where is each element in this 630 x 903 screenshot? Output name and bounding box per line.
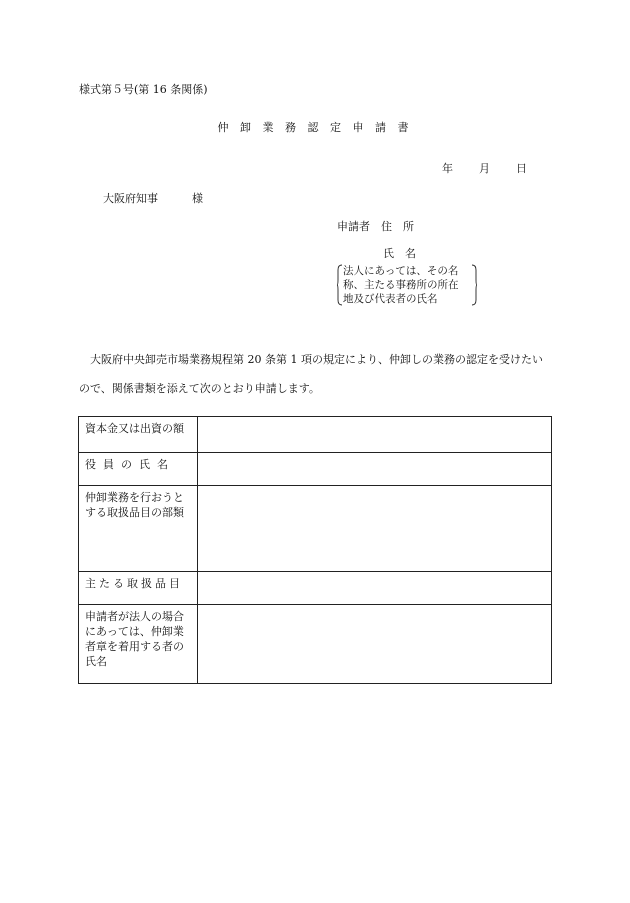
date-year: 年 bbox=[442, 162, 453, 175]
addressee bbox=[103, 190, 203, 206]
row-value-badge-wearers[interactable] bbox=[198, 605, 552, 684]
note-line: 称、主たる事務所の所在 bbox=[343, 279, 459, 291]
row-value-capital[interactable] bbox=[198, 417, 552, 453]
applicant-name-line bbox=[383, 245, 416, 261]
applicant-label: 申請者 bbox=[337, 220, 370, 233]
note-line: 法人にあっては、その名 bbox=[343, 265, 459, 277]
table-row bbox=[79, 572, 552, 605]
note-line: 地及び代表者の氏名 bbox=[343, 293, 438, 305]
row-value-officers[interactable] bbox=[198, 453, 552, 486]
row-label-capital: 資本金又は出資の額 bbox=[79, 417, 198, 453]
row-value-item-category[interactable] bbox=[198, 486, 552, 572]
addressee-honorific: 様 bbox=[192, 192, 203, 205]
date-day: 日 bbox=[516, 162, 527, 175]
table-row bbox=[79, 605, 552, 684]
table-row bbox=[79, 486, 552, 572]
document-title: 仲 卸 業 務 認 定 申 請 書 bbox=[217, 121, 413, 134]
applicant-note bbox=[337, 264, 477, 306]
row-label-item-category: 仲卸業務を行おうとする取扱品目の部類 bbox=[79, 486, 198, 572]
row-label-main-items: 主たる取扱品目 bbox=[79, 572, 198, 605]
date-line bbox=[442, 160, 527, 176]
table-row bbox=[79, 453, 552, 486]
application-statement: 大阪府中央卸売市場業務規程第 20 条第 1 項の規定により、仲卸しの業務の認定を受けたいので、関係書類を添えて次のとおり申請します。 bbox=[79, 353, 543, 395]
address-label: 住 所 bbox=[381, 220, 414, 233]
application-form-table bbox=[78, 416, 552, 684]
form-number: 様式第５号(第 16 条関係) bbox=[79, 83, 208, 96]
applicant-address-line bbox=[337, 218, 414, 234]
name-label: 氏 名 bbox=[383, 247, 416, 260]
addressee-name: 大阪府知事 bbox=[103, 192, 158, 205]
date-month: 月 bbox=[479, 162, 490, 175]
table-row bbox=[79, 417, 552, 453]
row-value-main-items[interactable] bbox=[198, 572, 552, 605]
row-label-officers: 役員の氏名 bbox=[79, 453, 198, 486]
row-label-badge-wearers: 申請者が法人の場合にあっては、仲卸業者章を着用する者の氏名 bbox=[79, 605, 198, 684]
